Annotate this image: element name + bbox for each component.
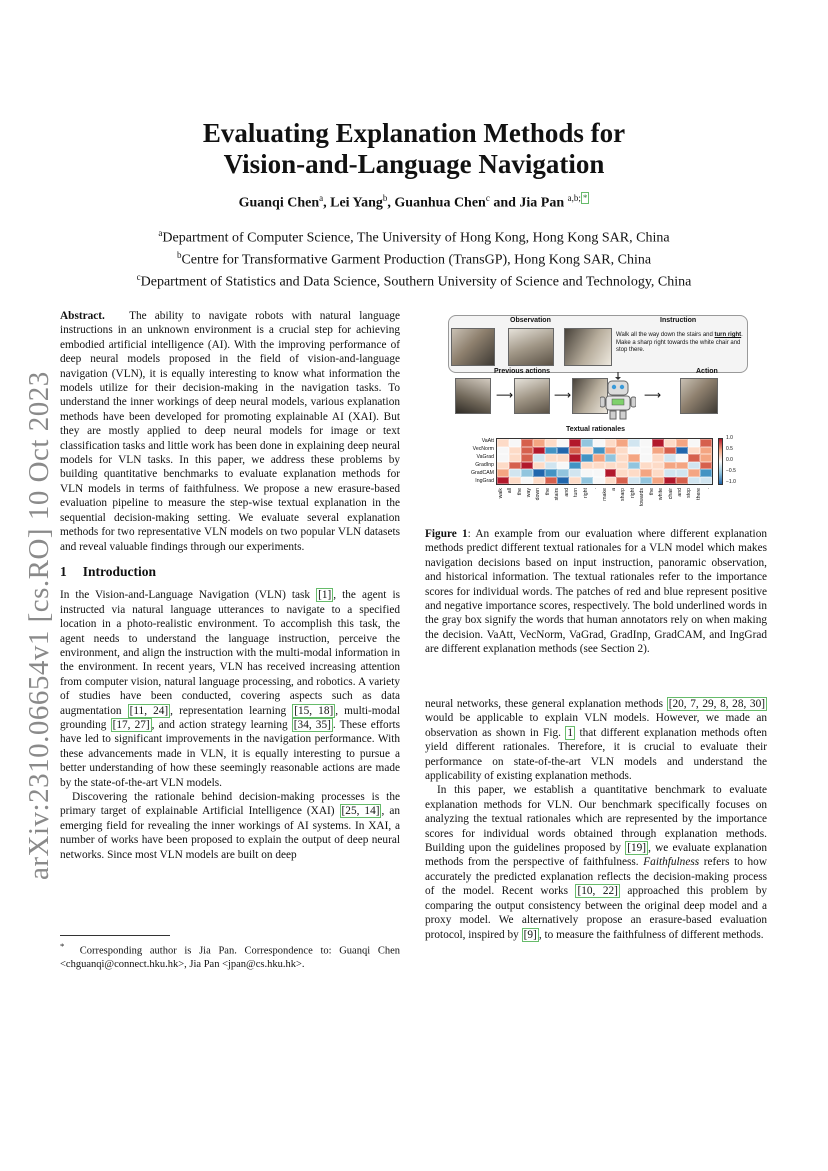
word-label: .: [705, 488, 712, 490]
author-name: Jia Pan: [519, 195, 565, 211]
citation-link[interactable]: [25, 14]: [341, 805, 380, 818]
rationale-words: turn right: [714, 332, 742, 338]
word-label: a: [610, 488, 617, 491]
heatmap-cell: [521, 439, 533, 447]
heatmap-cell: [557, 462, 569, 470]
arrow-right-icon: ⟶: [496, 388, 514, 402]
heatmap-cell: [557, 447, 569, 455]
heatmap-cell: [605, 462, 617, 470]
heatmap-cell: [509, 454, 521, 462]
heatmap-grid: [496, 438, 713, 485]
citation-link[interactable]: [9]: [523, 928, 537, 941]
instruction-text: Walk all the way down the stairs and turn right. Make a sharp right towards the white chair and stop there.: [616, 332, 743, 354]
heatmap-cell: [652, 462, 664, 470]
affiliation-c: $^c$Department of Statistics and Data Science, Southern University of Science and Technology, China: [136, 272, 692, 290]
caption-label: Figure 1: [425, 528, 468, 540]
abstract-label: Abstract.: [60, 310, 105, 322]
word-label: right: [582, 488, 589, 499]
heatmap-cell: [581, 477, 593, 485]
corresponding-author-link[interactable]: *: [582, 193, 588, 203]
word-label: stairs: [554, 488, 561, 501]
heatmap-cell: [581, 469, 593, 477]
robot-icon: [600, 372, 636, 420]
author-affil-mark: c: [485, 193, 490, 203]
citation-link[interactable]: [20, 7, 29, 8, 28, 30]: [668, 698, 765, 710]
heatmap-cell: [545, 447, 557, 455]
heatmap-cell: [640, 469, 652, 477]
heatmap-cell: [688, 462, 700, 470]
word-label: walk: [497, 488, 504, 499]
word-label: .: [592, 488, 599, 490]
author-list: Guanqi Chen$^a$, Lei Yang$^b$, Guanhua Chen$^c$ and Jia Pan $^{a,b;}$ *: [238, 193, 588, 211]
heatmap-cell: [509, 439, 521, 447]
citation-link[interactable]: [15, 18]: [294, 704, 334, 717]
heatmap-cell: [521, 469, 533, 477]
method-label: IngGrad: [475, 478, 494, 484]
footnote-text: Corresponding author is Jia Pan. Correspondence to: Guanqi Chen <chguanqi@connect.hku.hk>, Jia Pan <jpan@cs.hku.hk>.: [60, 945, 400, 970]
author-name: Guanqi Chen: [238, 195, 320, 211]
heatmap-cell: [533, 454, 545, 462]
heatmap-cell: [557, 477, 569, 485]
heatmap-cell: [700, 439, 712, 447]
word-label: towards: [639, 488, 646, 507]
abstract: [60, 309, 400, 554]
method-label: VaGrad: [476, 454, 494, 460]
heatmap-cell: [664, 469, 676, 477]
heatmap-cell: [640, 462, 652, 470]
method-label: GradInp: [475, 462, 494, 468]
heatmap-cell: [700, 447, 712, 455]
heatmap-cell: [581, 462, 593, 470]
heatmap-cell: [628, 447, 640, 455]
word-label: make: [601, 488, 608, 501]
heatmap-cell: [497, 469, 509, 477]
heatmap-cell: [664, 462, 676, 470]
heatmap-cell: [509, 477, 521, 485]
word-label: white: [658, 488, 665, 501]
observation-image: [508, 328, 554, 366]
heatmap-title: Textual rationales: [566, 426, 626, 433]
colorbar-tick: 1.0: [726, 435, 733, 441]
heatmap-cell: [533, 439, 545, 447]
author-affil-mark: a: [319, 193, 324, 203]
heatmap-cell: [616, 462, 628, 470]
arxiv-identifier: arXiv:2310.06654v1 [cs.RO] 10 Oct 2023: [22, 371, 55, 880]
heatmap-cell: [533, 477, 545, 485]
heatmap-cell: [676, 462, 688, 470]
heatmap-cell: [688, 447, 700, 455]
heatmap-cell: [605, 469, 617, 477]
heatmap-cell: [616, 477, 628, 485]
heatmap-cell: [628, 477, 640, 485]
word-label: sharp: [620, 488, 627, 501]
section-number: 1: [60, 563, 67, 579]
heatmap-cell: [700, 462, 712, 470]
heatmap-cell: [688, 454, 700, 462]
body-paragraph: In this paper, we establish a quantitative benchmark to evaluate explanation methods for VLN. Our benchmark specifically focuses on analyzing the textual rationales which are represented by the importance scores for individual words obtained through explanation methods. Building upon the guidelines proposed by [19] , we evaluate explanation methods from the perspective of faithfulness. Faithfulness refers to how accurately the predicted explanation reflects the decision-making process of the model. Recent works [10, 22] approached this problem by comparing the output consistency between the original deep model and a proxy model. We alternatively propose an erasure-based evaluation protocol, inspired by [9] , to measure the faithfulness of different methods.: [425, 784, 767, 941]
footnote: [60, 940, 400, 971]
heatmap-cell: [628, 454, 640, 462]
instruction-label: Instruction: [660, 317, 697, 324]
heatmap-cell: [545, 439, 557, 447]
heatmap-cell: [593, 462, 605, 470]
heatmap-cell: [557, 439, 569, 447]
right-column: [425, 697, 767, 942]
heatmap-cell: [557, 469, 569, 477]
observation-image: [451, 328, 495, 366]
figure-1: [440, 310, 762, 510]
heatmap-cell: [628, 462, 640, 470]
heatmap-cell: [676, 439, 688, 447]
heatmap-cell: [581, 439, 593, 447]
section-title: Introduction: [82, 563, 157, 579]
heatmap-cell: [640, 447, 652, 455]
heatmap-cell: [593, 469, 605, 477]
previous-action-image: [455, 378, 491, 414]
citation-link[interactable]: [17, 27]: [112, 718, 150, 731]
heatmap-cell: [616, 454, 628, 462]
word-label: there: [695, 488, 702, 500]
heatmap-cell: [688, 477, 700, 485]
footnote-mark: *: [60, 941, 65, 951]
observation-label: Observation: [510, 317, 551, 324]
rationale-heatmap: [464, 425, 734, 510]
observation-image: [564, 328, 612, 366]
citation-link[interactable]: [34, 35]: [293, 718, 331, 731]
heatmap-cell: [664, 439, 676, 447]
previous-actions-label: Previous actions: [494, 368, 551, 375]
caption-text: : An example from our evaluation where different explanation methods predict different textual rationales for a VLN model which makes navigation decisions based on input instruction, panoramic observation, and historical information. The textual rationales refer to the importance scores for individual words. The patches of red and blue represent positive and negative importance scores, respectively. The bold underlined words in the gray box signify the words that human annotators rely on when making the decision. VaAtt, VecNorm, VaGrad, GradInp, GradCAM, and IngGrad are different explanation methods (see Section 2).: [425, 528, 767, 656]
heatmap-cell: [497, 462, 509, 470]
heatmap-cell: [616, 469, 628, 477]
figure-caption: [425, 527, 767, 657]
heatmap-cell: [652, 469, 664, 477]
heatmap-cell: [628, 469, 640, 477]
abstract-text: The ability to navigate robots with natural language instructions in an unknown environment is a crucial step for achieving embodied artificial intelligence (AI). With the improving performance of deep neural models proposed in the field of vision-and-language navigation (VLN), it is equally interesting to know what information the models utilize for their decision-making in the navigation tasks. To understand the inner workings of deep neural models, various explanation methods have been developed for promoting explainable AI (XAI). But they are mostly applied to deep neural models for image or text classification tasks and little work has been done in explaining deep neural models for VLN tasks. In this paper, we address these problems by building quantitative benchmarks to evaluate explanation methods for VLN models in terms of faithfulness. We propose a new erasure-based evaluation pipeline to measure the step-wise textual explanation in the sequential decision-making setting. We evaluate several explanation methods for two representative VLN models on two popular VLN datasets and reveal valuable findings through our experiments.: [60, 310, 400, 553]
heatmap-cell: [605, 454, 617, 462]
heatmap-cell: [676, 477, 688, 485]
heatmap-cell: [652, 447, 664, 455]
author-name: Lei Yang: [330, 195, 383, 211]
heatmap-cell: [569, 469, 581, 477]
arrow-right-icon: ⟶: [644, 388, 662, 402]
heatmap-cell: [497, 477, 509, 485]
word-label: down: [535, 488, 542, 501]
heatmap-cell: [628, 439, 640, 447]
word-label: turn: [573, 488, 580, 497]
heatmap-cell: [593, 477, 605, 485]
heatmap-cell: [676, 469, 688, 477]
action-image: [680, 378, 718, 414]
heatmap-cell: [545, 477, 557, 485]
heatmap-cell: [605, 439, 617, 447]
heatmap-cell: [664, 447, 676, 455]
heatmap-cell: [569, 477, 581, 485]
heatmap-cell: [521, 477, 533, 485]
heatmap-cell: [509, 462, 521, 470]
heatmap-cell: [593, 447, 605, 455]
word-label: right: [629, 488, 636, 499]
heatmap-cell: [497, 439, 509, 447]
colorbar-tick: 0.5: [726, 446, 733, 452]
arrow-right-icon: ⟶: [554, 388, 572, 402]
heatmap-cell: [616, 447, 628, 455]
colorbar-tick: 0.0: [726, 457, 733, 463]
word-label: way: [526, 488, 533, 498]
section-heading-introduction: [60, 565, 400, 579]
heatmap-cell: [497, 447, 509, 455]
heatmap-cell: [509, 469, 521, 477]
title-line-1: Evaluating Explanation Methods for: [202, 118, 626, 148]
heatmap-cell: [593, 439, 605, 447]
colorbar-tick: −0.5: [726, 468, 736, 474]
body-paragraph: neural networks, these general explanation methods [20, 7, 29, 8, 28, 30] would be applicable to explain VLN models. However, we made an observation as shown in Fig. 1 that different explanation methods often yield different rationales. Therefore, it is crucial to evaluate their performance on state-of-the-art VLN models and understand the applicability of existing explanation methods.: [425, 698, 767, 783]
citation-link[interactable]: [11, 24]: [129, 704, 169, 717]
word-label: chair: [667, 488, 674, 500]
heatmap-cell: [569, 462, 581, 470]
citation-link[interactable]: [10, 22]: [577, 885, 618, 898]
heatmap-cell: [616, 439, 628, 447]
action-label: Action: [696, 368, 718, 375]
word-label: the: [544, 488, 551, 496]
paper-title: [0, 118, 828, 180]
affiliation-a: $^a$Department of Computer Science, The University of Hong Kong, Hong Kong SAR, China: [158, 228, 670, 246]
heatmap-cell: [581, 447, 593, 455]
heatmap-cell: [640, 477, 652, 485]
affiliation-b: $^b$Centre for Transformative Garment Production (TransGP), Hong Kong SAR, China: [176, 250, 652, 268]
heatmap-cell: [640, 454, 652, 462]
heatmap-cell: [676, 454, 688, 462]
word-label: and: [676, 488, 683, 497]
heatmap-cell: [700, 477, 712, 485]
heatmap-cell: [640, 439, 652, 447]
heatmap-cell: [581, 454, 593, 462]
word-label: all: [507, 488, 514, 494]
emphasis: Faithfulness: [643, 856, 700, 869]
method-label: VaAtt: [481, 438, 494, 444]
heatmap-cell: [569, 439, 581, 447]
heatmap-cell: [664, 477, 676, 485]
method-label: VecNorm: [472, 446, 494, 452]
colorbar-tick: −1.0: [726, 479, 736, 485]
heatmap-cell: [521, 447, 533, 455]
heatmap-cell: [652, 477, 664, 485]
title-line-2: Vision-and-Language Navigation: [223, 149, 605, 179]
citation-link[interactable]: [1]: [318, 589, 332, 602]
author-affil-mark: a,b;: [567, 193, 581, 203]
heatmap-cell: [497, 454, 509, 462]
intro-paragraph-2: Discovering the rationale behind decision-making processes is the primary target of explainable Artificial Intelligence (XAI) [25, 14] , an emerging field for revealing the inner workings of AI systems. In XAI, a number of works have been proposed to explain the output of deep neural networks. Since most VLN models are built on deep: [60, 791, 400, 861]
intro-paragraph-1: In the Vision-and-Language Navigation (VLN) task [1] , the agent is instructed via natural language utterances to navigate to a specified location in a photo-realistic environment. To accomplish this task, the agent needs to understand the language instruction, perceive the environment, and align the instruction with the multi-modal information in the environment. In recent years, VLN has received increasing attention from computer vision, natural language processing, and robotics. A variety of studies have been conducted, covering aspects such as data augmentation [11, 24] , representation learning [15, 18] , multi-modal grounding [17, 27] , and action strategy learning [34, 35] . These efforts have led to significant improvements in the navigation performance. With these advancements made in VLN, it is equally interesting to pursue a better understanding of how these seemingly reasonable actions are made by the state-of-the-art VLN models.: [60, 589, 400, 789]
heatmap-cell: [533, 462, 545, 470]
figure-ref-link[interactable]: 1: [567, 726, 574, 739]
heatmap-cell: [688, 469, 700, 477]
heatmap-cell: [605, 447, 617, 455]
heatmap-cell: [652, 439, 664, 447]
previous-action-image: [514, 378, 550, 414]
heatmap-cell: [521, 462, 533, 470]
left-column: [60, 309, 400, 862]
heatmap-cell: [569, 447, 581, 455]
heatmap-cell: [700, 454, 712, 462]
word-label: the: [516, 488, 523, 496]
author-affil-mark: b: [382, 193, 388, 203]
heatmap-cell: [700, 469, 712, 477]
heatmap-cell: [533, 447, 545, 455]
word-label: stop: [686, 488, 693, 498]
heatmap-cell: [676, 447, 688, 455]
heatmap-cell: [521, 454, 533, 462]
heatmap-cell: [688, 439, 700, 447]
heatmap-cell: [545, 462, 557, 470]
heatmap-cell: [533, 469, 545, 477]
heatmap-cell: [593, 454, 605, 462]
heatmap-cell: [664, 454, 676, 462]
colorbar: [718, 438, 723, 485]
heatmap-cell: [557, 454, 569, 462]
author-name: Guanhua Chen: [394, 195, 486, 211]
heatmap-cell: [605, 477, 617, 485]
word-label: the: [648, 488, 655, 496]
heatmap-cell: [545, 454, 557, 462]
word-label: and: [563, 488, 570, 497]
affiliations: [0, 225, 828, 291]
heatmap-cell: [569, 454, 581, 462]
heatmap-cell: [509, 447, 521, 455]
citation-link[interactable]: [19]: [627, 842, 647, 855]
footnote-divider: [60, 935, 170, 936]
method-label: GradCAM: [470, 470, 494, 476]
heatmap-cell: [652, 454, 664, 462]
heatmap-cell: [545, 469, 557, 477]
